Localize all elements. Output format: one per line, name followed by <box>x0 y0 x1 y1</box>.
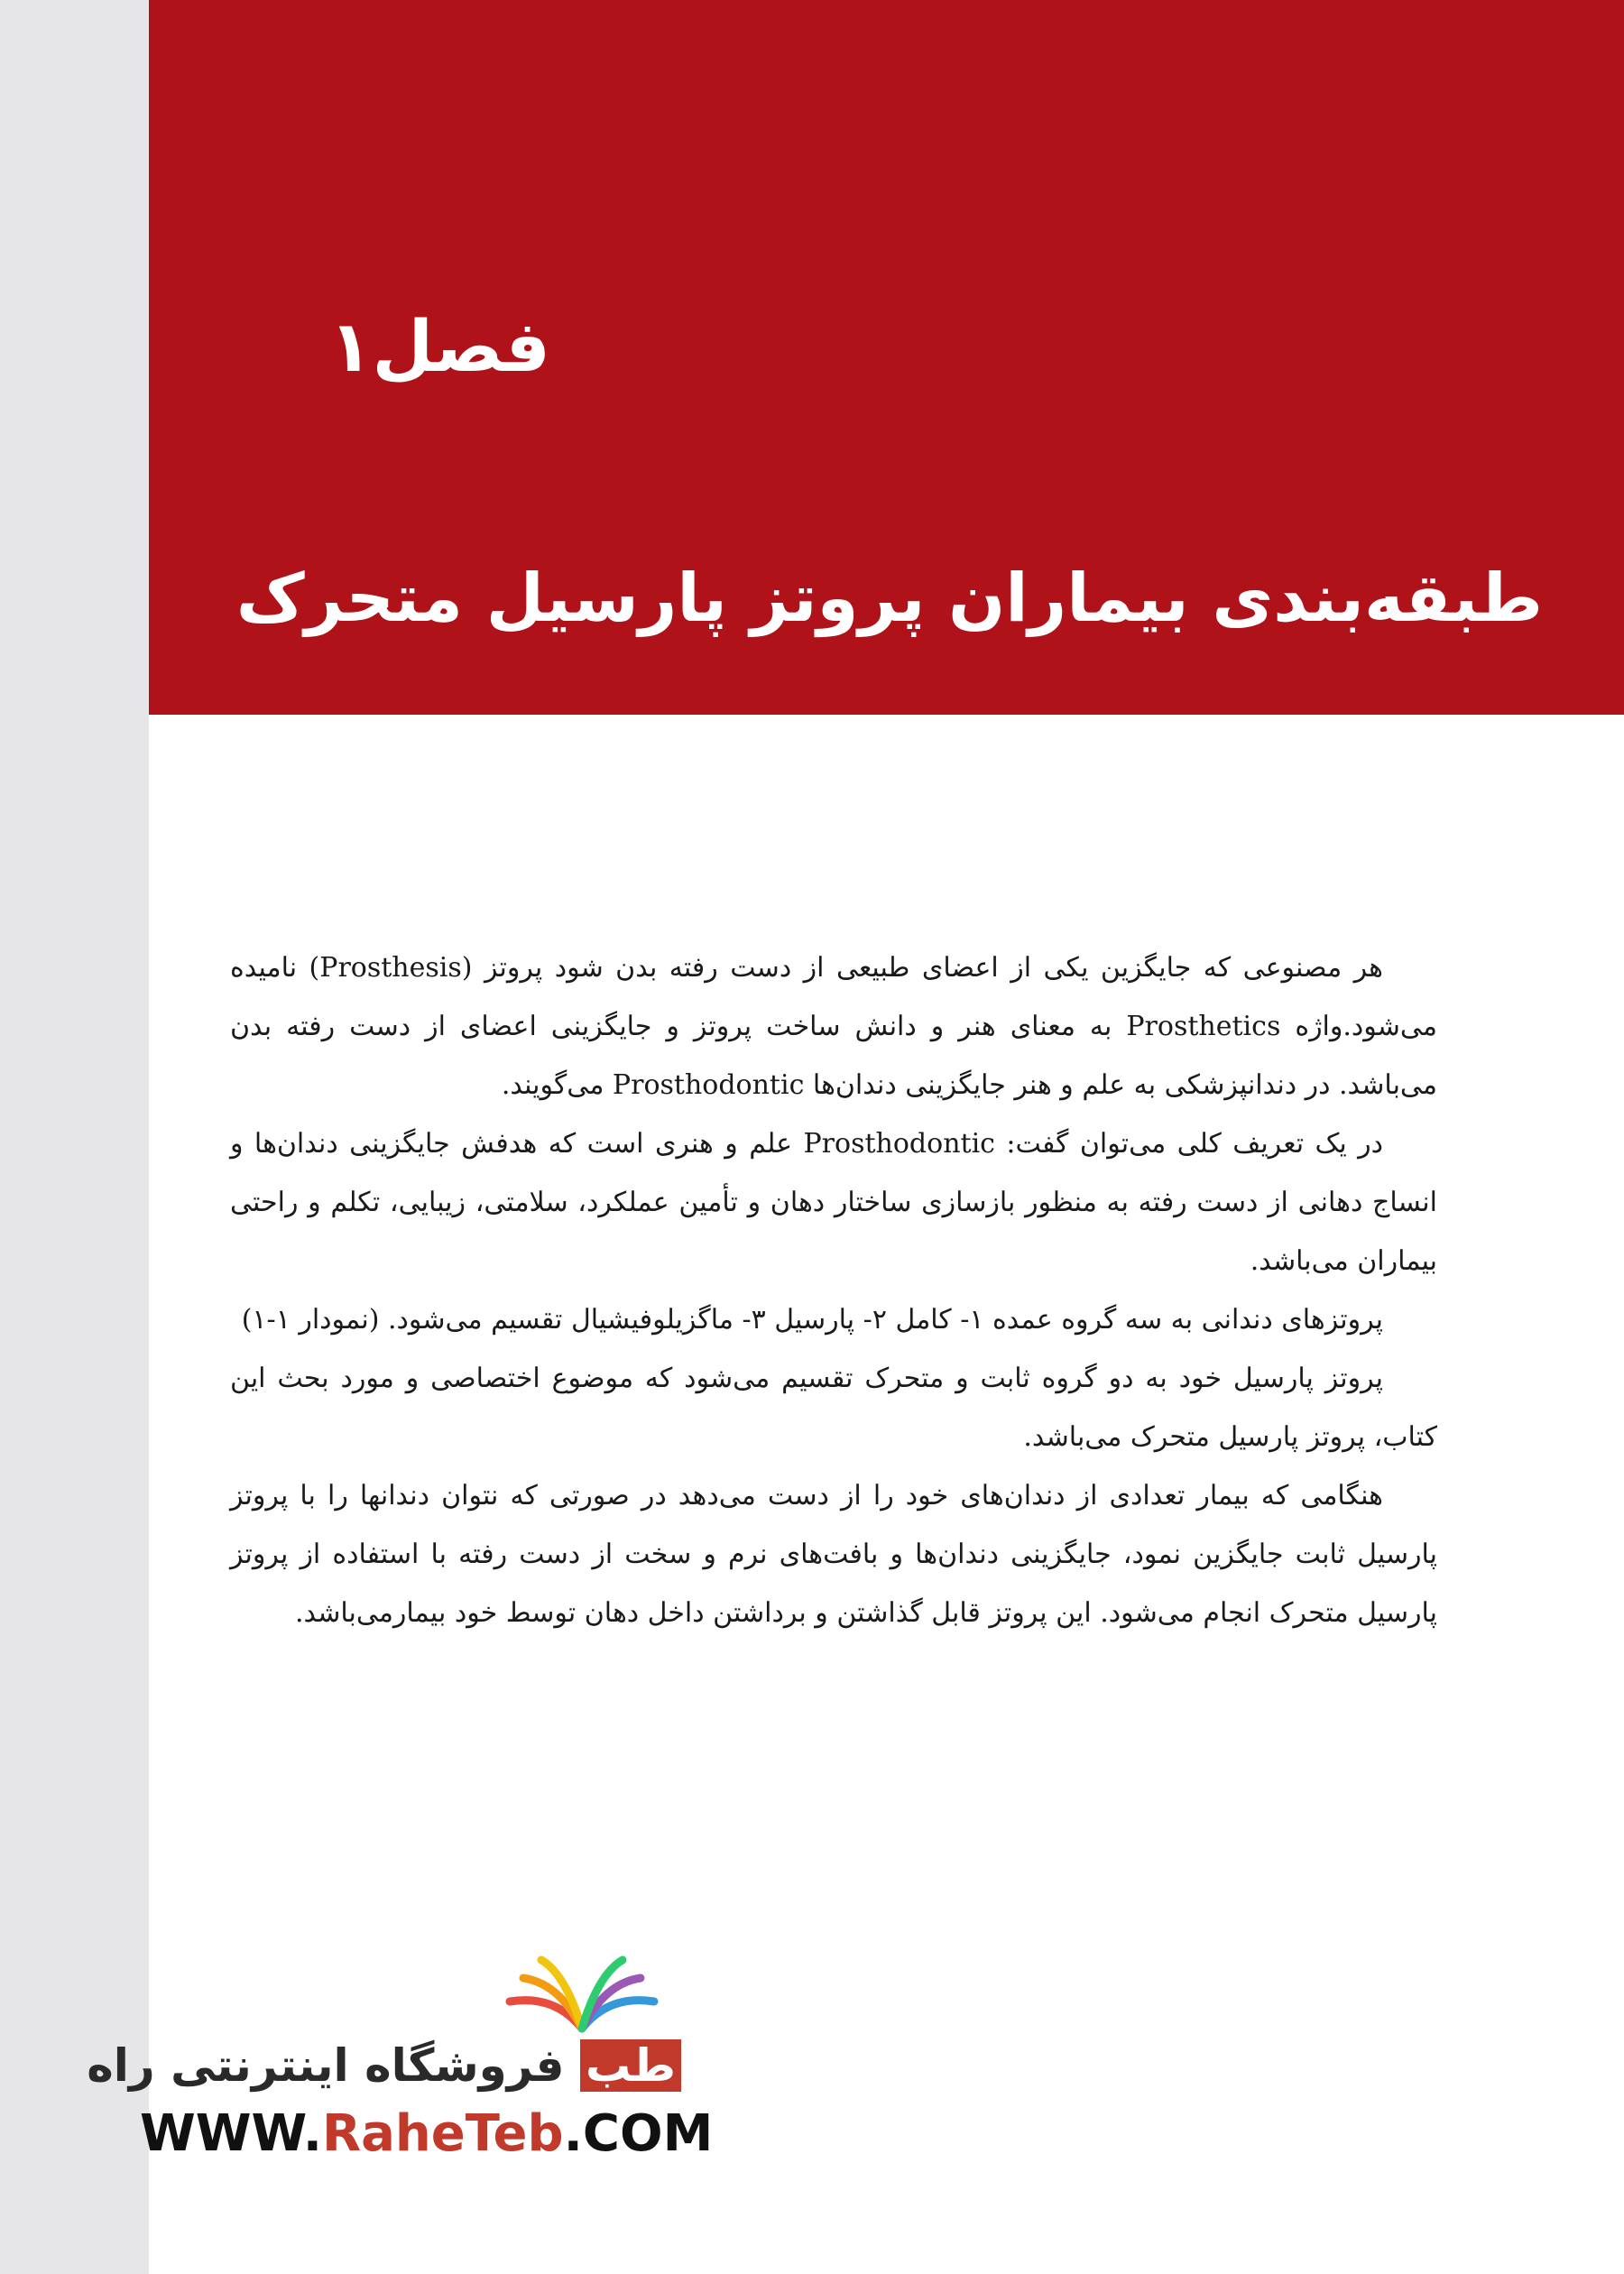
paragraph: هنگامی که بیمار تعدادی از دندان‌های خود را از دست می‌دهد در صورتی که نتوان دندانها را با پروتز پارسیل ثابت جایگزین نمود، جایگزینی دندان‌ها و بافت‌های نرم و سخت از دست رفته با استفاده از پروتز پارسیل متحرک انجام می‌شود. این پروتز قابل گذاشتن و برداشتن داخل دهان توسط خود بیمارمی‌باشد. <box>230 1480 1437 1629</box>
body-text <box>230 938 1437 1642</box>
chapter-number: فصل۱ <box>328 307 550 388</box>
url-suffix: .COM <box>563 2104 714 2163</box>
paragraph: در یک تعریف کلی می‌توان گفت: Prosthodontic علم و هنری است که هدفش جایگزینی دندان‌ها و انساج دهانی از دست رفته به منظور بازسازی ساختار دهان و تأمین عملکرد، سلامتی، زیبایی، تکلم و راحتی بیماران می‌باشد. <box>230 1128 1437 1277</box>
store-name-accent: طب <box>580 2039 681 2092</box>
paragraph: پروتز پارسیل خود به دو گروه ثابت و متحرک تقسیم می‌شود که موضوع اختصاصی و مورد بحث این کتاب، پروتز پارسیل متحرک می‌باشد. <box>230 1363 1437 1453</box>
store-name <box>87 2039 681 2103</box>
paragraph: پروتزهای دندانی به سه گروه عمده ۱- کامل ۲- پارسیل ۳- ماگزیلوفیشیال تقسیم می‌شود. (نمودار ۱-۱) <box>241 1304 1383 1336</box>
url-brand: RaheTeb <box>322 2104 564 2163</box>
store-url <box>140 2104 714 2163</box>
paragraph: هر مصنوعی که جایگزین یکی از اعضای طبیعی از دست رفته بدن شود پروتز (Prosthesis) نامیده می‌شود.واژه Prosthetics به معنای هنر و دانش ساخت پروتز و جایگزینی اعضای از دست رفته بدن می‌باشد. در دندانپزشکی به علم و هنر جایگزینی دندان‌ها Prosthodontic می‌گویند. <box>230 952 1437 1101</box>
chapter-title: طبقه‌بندی بیماران پروتز پارسیل متحرک <box>235 559 1543 637</box>
open-book-rainbow-icon <box>483 1949 681 2035</box>
store-name-text: فروشگاه اینترنتی راه <box>87 2039 565 2092</box>
chapter-header-band <box>149 0 1624 715</box>
url-prefix: WWW. <box>140 2104 323 2163</box>
left-margin-strip <box>0 0 149 2274</box>
store-watermark-logo <box>87 1949 714 2175</box>
